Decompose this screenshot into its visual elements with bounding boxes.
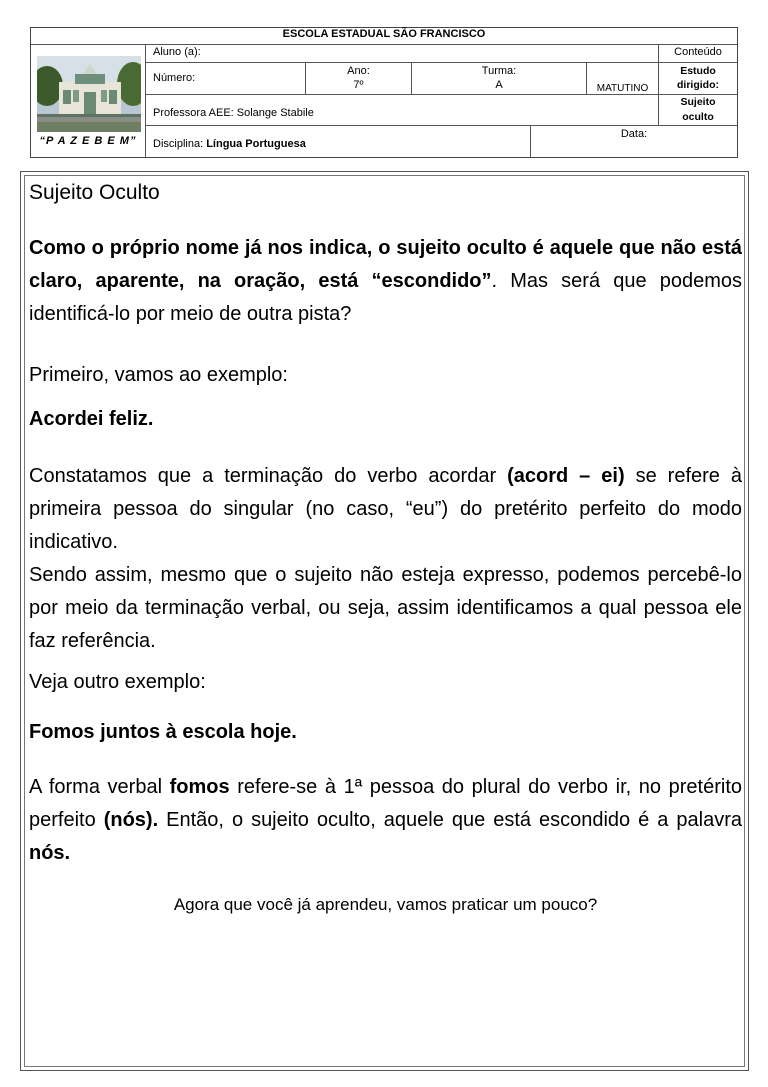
- content-value-1: Estudo: [680, 65, 716, 77]
- intro-rest-text: . Mas será que podemos identificá-lo por meio de outra pista?: [29, 270, 742, 325]
- teacher-label: Professora AEE: Solange Stabile: [153, 107, 314, 119]
- school-name: ESCOLA ESTADUAL SÃO FRANCISCO: [282, 28, 486, 40]
- school-motto: “P A Z E B E M”: [39, 135, 137, 147]
- example-sentence-2: Fomos juntos à escola hoje.: [29, 721, 297, 743]
- date-label: Data:: [620, 128, 648, 140]
- page-title: Sujeito Oculto: [29, 181, 160, 204]
- content-box: [20, 171, 749, 1071]
- intro-bold-text: Como o próprio nome já nos indica, o sujeito oculto é aquele que não está claro, aparente, na oração, está “escondido”: [29, 237, 742, 292]
- example-sentence-1: Acordei feliz.: [29, 408, 154, 430]
- explanation-3-part-e: Então, o sujeito oculto, aquele que está escondido é a palavra: [158, 809, 742, 831]
- shift-value: MATUTINO: [596, 83, 649, 94]
- subject-label: Disciplina:: [153, 138, 204, 150]
- header-table: [30, 27, 738, 158]
- content-value-2: dirigido:: [677, 79, 719, 91]
- content-label: Conteúdo: [674, 46, 722, 58]
- class-value: A: [495, 79, 503, 91]
- school-building-image: [37, 56, 141, 132]
- paragraph-explanation-1: [29, 460, 742, 559]
- explanation-3-verb: fomos: [169, 776, 230, 798]
- explanation-3-pronoun: (nós).: [103, 809, 159, 831]
- paragraph-intro: [29, 232, 742, 331]
- class-label: Turma:: [481, 65, 517, 77]
- year-label: Ano:: [347, 65, 370, 77]
- content-body: [29, 180, 742, 916]
- content-value-3: Sujeito: [680, 96, 716, 108]
- year-value: 7º: [353, 79, 364, 91]
- subject-field: [153, 138, 306, 151]
- school-building-icon: [37, 56, 141, 132]
- explanation-1-verb-split: (acord – ei): [507, 465, 625, 487]
- explanation-1-part-a: Constatamos que a terminação do verbo acordar: [29, 465, 508, 487]
- paragraph-explanation-3: [29, 771, 742, 870]
- subject-value: Língua Portuguesa: [206, 138, 306, 150]
- number-label: Número:: [153, 72, 196, 84]
- content-value-4: oculto: [682, 111, 714, 123]
- student-label: Aluno (a):: [153, 46, 201, 58]
- explanation-3-part-c: refere-se à 1ª pessoa do plural do verbo ir, no pretérito perfeito: [29, 776, 742, 831]
- explanation-3-answer: nós.: [29, 842, 71, 864]
- paragraph-second-example-intro: Veja outro exemplo:: [29, 671, 206, 693]
- paragraph-first-example-intro: Primeiro, vamos ao exemplo:: [29, 364, 288, 386]
- explanation-3-part-a: A forma verbal: [29, 776, 170, 798]
- closing-prompt: Agora que você já aprendeu, vamos praticar um pouco?: [173, 895, 598, 914]
- explanation-1-part-c: se refere à primeira pessoa do singular (no caso, “eu”) do pretérito perfeito do modo indicativo.: [29, 465, 742, 553]
- paragraph-explanation-2: Sendo assim, mesmo que o sujeito não esteja expresso, podemos percebê-lo por meio da terminação verbal, ou seja, assim identificamos a qual pessoa ele faz referência.: [29, 564, 742, 652]
